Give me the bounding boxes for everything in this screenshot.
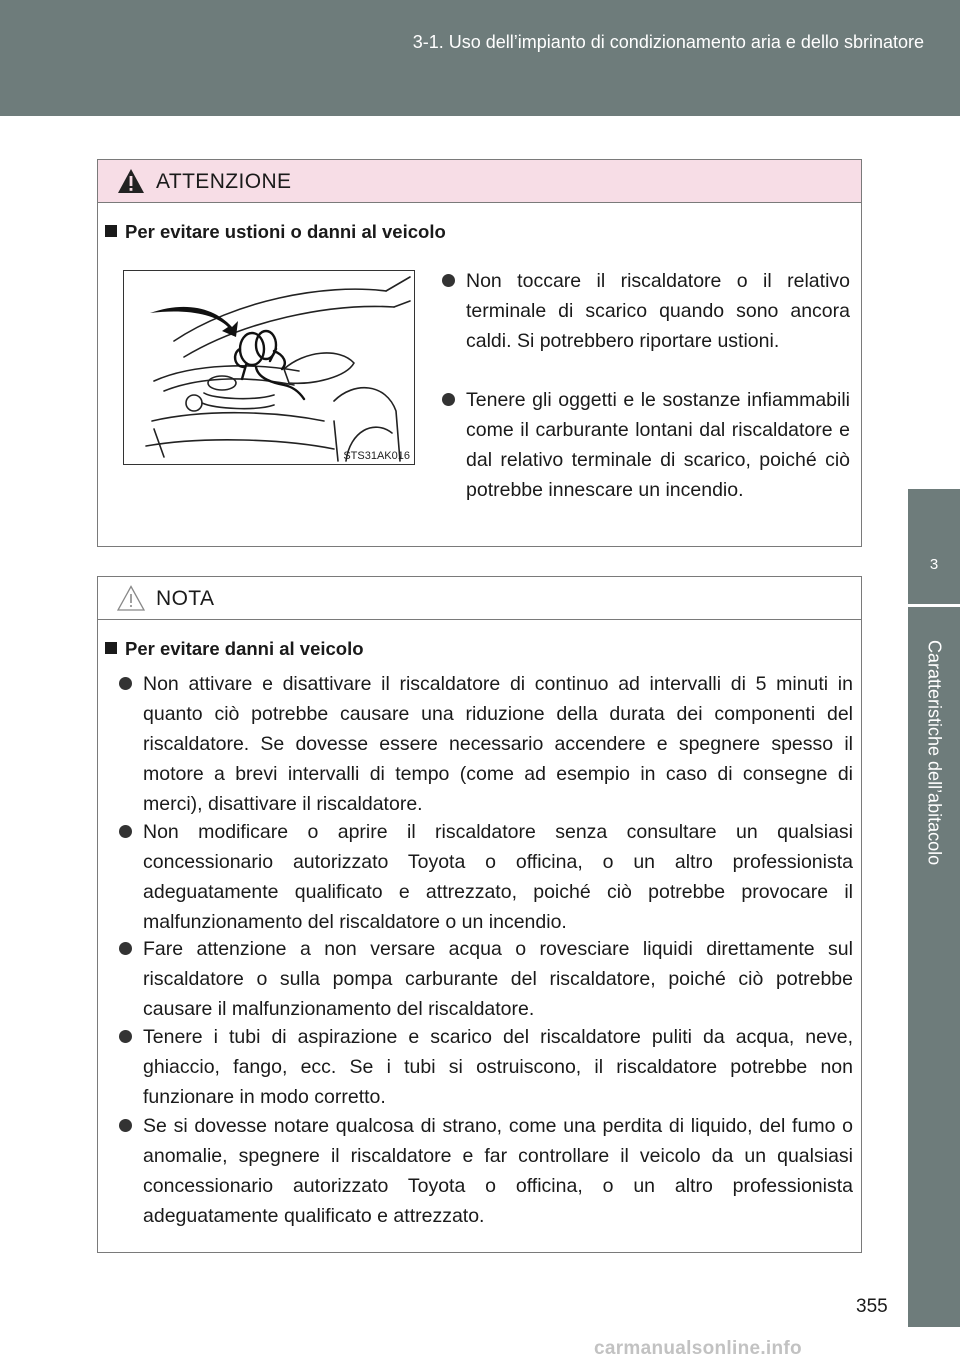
warning-triangle-icon (117, 168, 145, 194)
square-bullet-icon (105, 225, 117, 237)
note-bullet (143, 1111, 853, 1231)
heater-illustration (123, 270, 415, 465)
note-box-header (98, 577, 861, 620)
bullet-dot-icon (119, 825, 132, 838)
warning-section-title (105, 221, 446, 243)
bullet-dot-icon (442, 393, 455, 406)
note-title: NOTA (156, 587, 215, 610)
note-bullet-text: Non modificare o aprire il riscaldatore senza consultare un qualsiasi concessionario autorizzato Toyota o officina, o un altro professionista adeguatamente qualificato e attrezzato, poiché ciò potrebbe provocare il malfunzionamento del riscaldatore o un incendio. (143, 821, 853, 933)
bullet-dot-icon (442, 274, 455, 287)
warning-bullet-text: Non toccare il riscaldatore o il relativo terminale di scarico quando sono ancora caldi. Si potrebbero riportare ustioni. (466, 270, 850, 352)
square-bullet-icon (105, 642, 117, 654)
note-bullet (143, 934, 853, 1024)
page-header-band (0, 0, 960, 116)
note-bullet-text: Se si dovesse notare qualcosa di strano, come una perdita di liquido, del fumo o anomalie, spegnere il riscaldatore e far controllare il veicolo da un qualsiasi concessionario autorizzato Toyota o officina, o un altro professionista adeguatamente qualificato e attrezzato. (143, 1115, 853, 1227)
warning-bullet (466, 385, 850, 505)
site-watermark: carmanualsonline.info (594, 1338, 802, 1359)
bullet-dot-icon (119, 1119, 132, 1132)
warning-bullet (466, 266, 850, 356)
warning-box-header (98, 160, 861, 203)
note-section-title-text: Per evitare danni al veicolo (125, 638, 364, 659)
warning-bullet-text: Tenere gli oggetti e le sostanze infiammabili come il carburante lontani dal riscaldatore e dal relativo terminale di scarico, poiché ciò potrebbe innescare un incendio. (466, 389, 850, 501)
chapter-title-vertical (904, 640, 960, 900)
chapter-heading: 3-1. Uso dell’impianto di condizionamento aria e dello sbrinatore (412, 32, 924, 52)
note-bullet (143, 669, 853, 819)
chapter-number: 3 (929, 556, 939, 573)
chapter-title-text: Caratteristiche dell’abitacolo (924, 640, 945, 866)
note-bullet-text: Fare attenzione a non versare acqua o rovesciare liquidi direttamente sul riscaldatore o sulla pompa carburante del riscaldatore, poiché ciò potrebbe causare il malfunzionamento del riscaldatore. (143, 938, 853, 1020)
page-number: 355 (856, 1296, 888, 1317)
caution-triangle-icon (117, 585, 145, 611)
warning-title: ATTENZIONE (156, 170, 292, 193)
warning-box (97, 159, 862, 547)
note-bullet-text: Tenere i tubi di aspirazione e scarico del riscaldatore puliti da acqua, neve, ghiaccio, fango, ecc. Se i tubi si ostruiscono, il riscaldatore potrebbe non funzionare in modo corretto. (143, 1026, 853, 1108)
car-heater-drawing (124, 271, 413, 463)
note-section-title (105, 638, 364, 660)
note-bullet-text: Non attivare e disattivare il riscaldatore di continuo ad intervalli di 5 minuti in quanto ciò potrebbe causare una riduzione della durata dei componenti del riscaldatore. Se dovesse essere necessario accendere e spegnere spesso il motore a brevi intervalli di tempo (come ad esempio in caso di consegne di merci), disattivare il riscaldatore. (143, 673, 853, 815)
figure-caption: STS31AK016 (343, 450, 410, 462)
side-tab-divider (908, 604, 960, 607)
note-bullet (143, 1022, 853, 1112)
bullet-dot-icon (119, 942, 132, 955)
bullet-dot-icon (119, 1030, 132, 1043)
bullet-dot-icon (119, 677, 132, 690)
chapter-side-tab (908, 489, 960, 1327)
warning-section-title-text: Per evitare ustioni o danni al veicolo (125, 221, 446, 242)
note-bullet (143, 817, 853, 937)
note-box (97, 576, 862, 1253)
